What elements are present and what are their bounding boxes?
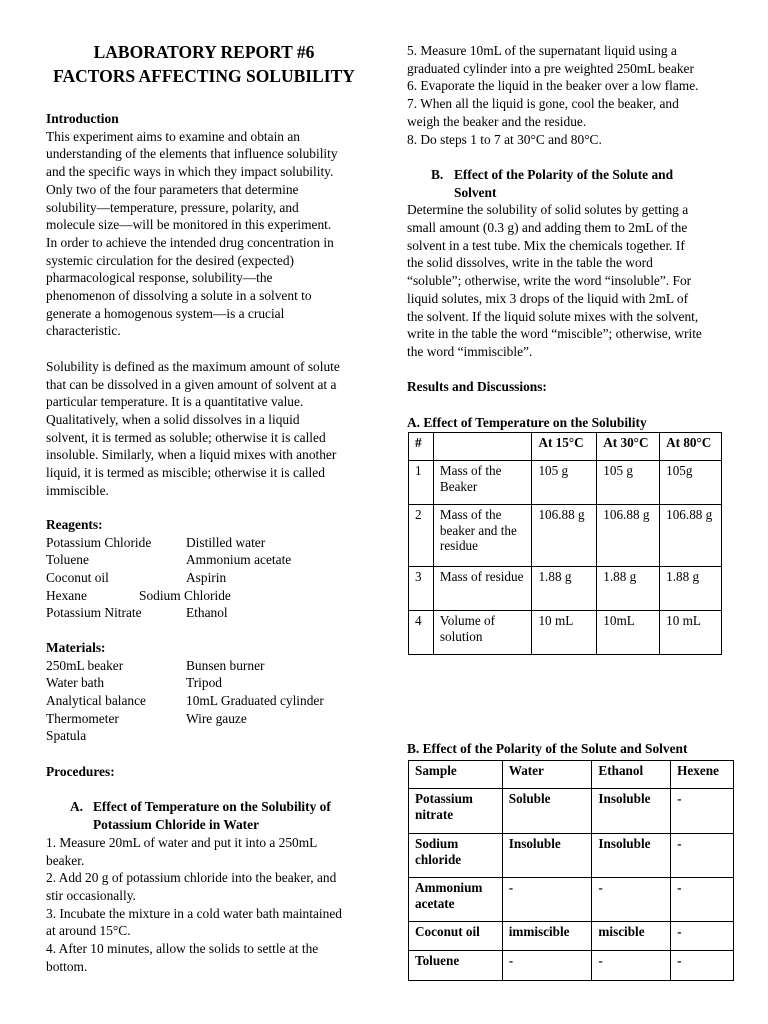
table-cell: 1.88 g [660, 567, 722, 611]
material-row [46, 692, 366, 710]
table-cell: 105 g [597, 461, 660, 505]
table-cell: - [671, 834, 734, 878]
table-row [409, 922, 734, 951]
item-right: Bunsen burner [186, 657, 265, 673]
table-cell: 2 [409, 505, 434, 567]
text-line: solvent in a test tube. Mix the chemicals together. If [407, 237, 685, 253]
text-line: and the specific ways in which they impact solubility. [46, 164, 334, 180]
item-left: Spatula [46, 728, 87, 744]
item-left: Coconut oil [46, 570, 109, 586]
text-line: molecule size—will be monitored in this experiment. [46, 217, 332, 233]
reagent-row [46, 534, 366, 552]
table-cell: - [671, 789, 734, 834]
table-cell: Volume of solution [433, 611, 532, 655]
table-cell: - [502, 951, 592, 981]
reagent-row [46, 551, 366, 569]
table-cell [433, 433, 532, 461]
table-cell: Coconut oil [409, 922, 503, 951]
temperature-solubility-table [408, 432, 722, 655]
table-cell: 10 mL [660, 611, 722, 655]
materials-heading: Materials: [46, 640, 106, 655]
introduction-heading: Introduction [46, 111, 119, 126]
text-line: stir occasionally. [46, 887, 136, 903]
material-row [46, 674, 366, 692]
item-left: 250mL beaker [46, 657, 124, 673]
table-cell: miscible [592, 922, 671, 951]
text-line: immiscible. [46, 482, 109, 498]
text-line: phenomenon of dissolving a solute in a solvent to [46, 288, 312, 304]
item-right: 10mL Graduated cylinder [186, 693, 324, 709]
text-line: that can be dissolved in a given amount of solvent at a [46, 376, 337, 392]
procedures-section [46, 763, 366, 975]
table-cell: Ethanol [592, 761, 671, 789]
item-right: Distilled water [186, 534, 266, 550]
table-row [409, 789, 734, 834]
item-left: Analytical balance [46, 693, 147, 709]
text-line: Qualitatively, when a solid dissolves in a liquid [46, 411, 300, 427]
text-line: at around 15°C. [46, 923, 131, 939]
table-cell: # [409, 433, 434, 461]
table-cell: 10 mL [532, 611, 597, 655]
table-cell: Mass of the beaker and the residue [433, 505, 532, 567]
text-line: “soluble”; otherwise, write the word “insoluble”. For [407, 273, 692, 289]
table-cell: Sodium chloride [409, 834, 503, 878]
text-line: solubility—temperature, pressure, polarity, and [46, 199, 299, 215]
introduction-paragraph-1 [46, 128, 366, 340]
table-cell: 106.88 g [660, 505, 722, 567]
table-cell: 106.88 g [532, 505, 597, 567]
table-cell: Soluble [502, 789, 592, 834]
text-line: the solid dissolves, write in the table the word [407, 255, 653, 271]
material-row [46, 727, 366, 745]
text-line: 3. Incubate the mixture in a cold water bath maintained [46, 905, 342, 921]
reagent-row [46, 604, 366, 622]
table-row [409, 505, 722, 567]
table-cell: 10mL [597, 611, 660, 655]
text-line: the word “immiscible”. [407, 343, 533, 359]
text-line: 2. Add 20 g of potassium chloride into the beaker, and [46, 870, 337, 886]
text-line: liquid solutes, mix 3 drops of the liquid with 2mL of [407, 290, 689, 306]
table-cell: Insoluble [592, 834, 671, 878]
item-left: Hexane [46, 587, 87, 603]
item-left: Water bath [46, 675, 105, 691]
table-cell: - [671, 951, 734, 981]
text-line: 6. Evaporate the liquid in the beaker over a low flame. [407, 78, 699, 94]
procedures-continued [407, 42, 737, 431]
table-cell: 106.88 g [597, 505, 660, 567]
table-row [409, 567, 722, 611]
table-cell: - [671, 878, 734, 922]
table-cell: 1.88 g [597, 567, 660, 611]
text-line: the solvent. If the liquid solute mixes with the solvent, [407, 308, 699, 324]
item-left: Toluene [46, 552, 89, 568]
table-cell: Insoluble [592, 789, 671, 834]
table-header-row [409, 761, 734, 789]
item-right: Tripod [186, 675, 222, 691]
text-line: bottom. [46, 958, 88, 974]
table-cell: - [671, 922, 734, 951]
table-cell: 1 [409, 461, 434, 505]
materials-list [46, 657, 366, 745]
materials-section [46, 639, 366, 745]
table-cell: At 15°C [532, 433, 597, 461]
table-cell: Sample [409, 761, 503, 789]
item-right: Wire gauze [186, 710, 247, 726]
text-line: beaker. [46, 852, 85, 868]
procedure-b-text [407, 201, 737, 360]
text-line: insoluble. Similarly, when a liquid mixes with another [46, 447, 337, 463]
procedure-a-heading: A. Effect of Temperature on the Solubility of Potassium Chloride in Water [70, 799, 331, 833]
text-line: generate a homogenous system—is a crucial [46, 305, 285, 321]
procedure-a-steps-continued [407, 42, 737, 148]
text-line: 1. Measure 20mL of water and put it into a 250mL [46, 834, 318, 850]
table-cell: immiscible [502, 922, 592, 951]
text-line: particular temperature. It is a quantitative value. [46, 394, 304, 410]
table-header-row [409, 433, 722, 461]
procedures-heading: Procedures: [46, 764, 115, 779]
table-cell: 3 [409, 567, 434, 611]
table-cell: At 80°C [660, 433, 722, 461]
item-right: Ammonium acetate [186, 552, 292, 568]
item-left: Potassium Chloride [46, 534, 152, 550]
table-cell: - [502, 878, 592, 922]
reagent-row [46, 569, 366, 587]
table-cell: 105 g [532, 461, 597, 505]
table-cell: Toluene [409, 951, 503, 981]
text-line: characteristic. [46, 323, 121, 339]
text-line: write in the table the word “miscible”; otherwise, write [407, 326, 702, 342]
table-cell: At 30°C [597, 433, 660, 461]
polarity-solubility-table [408, 760, 734, 981]
text-line: understanding of the elements that influence solubility [46, 146, 338, 162]
table-cell: 4 [409, 611, 434, 655]
text-line: 8. Do steps 1 to 7 at 30°C and 80°C. [407, 131, 602, 147]
report-title: LABORATORY REPORT #6 FACTORS AFFECTING SOLUBILITY [53, 42, 355, 86]
text-line: In order to achieve the intended drug concentration in [46, 234, 334, 250]
text-line: small amount (0.3 g) and adding them to 2mL of the [407, 220, 688, 236]
table-cell: - [592, 951, 671, 981]
table-row [409, 878, 734, 922]
item-right: Aspirin [186, 570, 227, 586]
results-heading: Results and Discussions: [407, 379, 547, 395]
item-left: Potassium Nitrate [46, 605, 142, 621]
text-line: graduated cylinder into a pre weighted 250mL beaker [407, 60, 694, 76]
text-line: 7. When all the liquid is gone, cool the beaker, and [407, 96, 679, 112]
table-cell: Ammonium acetate [409, 878, 503, 922]
table-row [409, 951, 734, 981]
table-cell: - [592, 878, 671, 922]
item-left: Thermometer [46, 710, 119, 726]
table-cell: Insoluble [502, 834, 592, 878]
table-cell: Mass of the Beaker [433, 461, 532, 505]
table-cell: 1.88 g [532, 567, 597, 611]
table-cell: Potassium nitrate [409, 789, 503, 834]
text-line: pharmacological response, solubility—the [46, 270, 273, 286]
table-b-caption: B. Effect of the Polarity of the Solute and Solvent [407, 741, 688, 756]
material-row [46, 657, 366, 675]
procedure-b-heading: B. Effect of the Polarity of the Solute and Solvent [431, 166, 674, 200]
reagents-section [46, 516, 366, 622]
text-line: Determine the solubility of solid solutes by getting a [407, 202, 689, 218]
table-row [409, 461, 722, 505]
table-row [409, 611, 722, 655]
introduction-section [46, 110, 366, 499]
table-cell: Mass of residue [433, 567, 532, 611]
table-cell: Hexene [671, 761, 734, 789]
table-cell: 105g [660, 461, 722, 505]
introduction-paragraph-2 [46, 358, 366, 500]
table-row [409, 834, 734, 878]
item-right: Sodium Chloride [139, 587, 231, 603]
item-right: Ethanol [186, 605, 228, 621]
table-a-caption: A. Effect of Temperature on the Solubility [407, 414, 647, 430]
reagents-heading: Reagents: [46, 517, 103, 532]
text-line: 4. After 10 minutes, allow the solids to settle at the [46, 941, 319, 957]
text-line: liquid, it is termed as miscible; otherwise it is called [46, 465, 325, 481]
text-line: This experiment aims to examine and obtain an [46, 128, 300, 144]
table-cell: Water [502, 761, 592, 789]
text-line: weigh the beaker and the residue. [407, 113, 587, 129]
text-line: 5. Measure 10mL of the supernatant liquid using a [407, 43, 677, 58]
reagents-list [46, 534, 366, 622]
text-line: solvent, it is termed as soluble; otherwise it is called [46, 429, 326, 445]
reagent-row [46, 587, 366, 605]
material-row [46, 710, 366, 728]
text-line: Solubility is defined as the maximum amount of solute [46, 358, 340, 374]
text-line: Only two of the four parameters that determine [46, 181, 299, 197]
procedure-a-steps [46, 834, 366, 976]
text-line: systemic circulation for the desired (expected) [46, 252, 294, 268]
